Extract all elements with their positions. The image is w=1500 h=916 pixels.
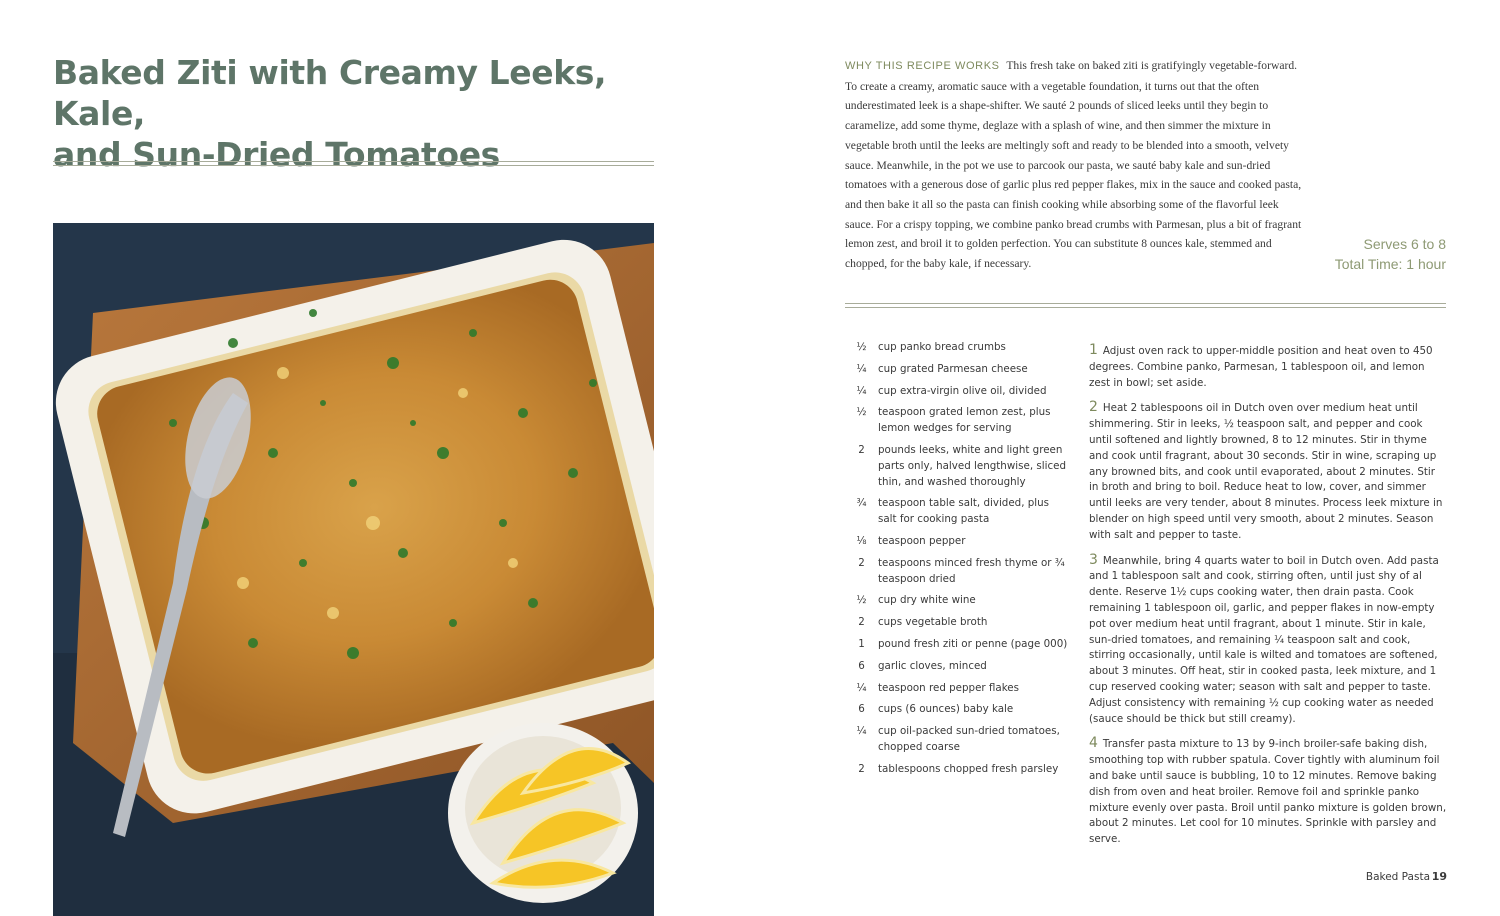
ingredient-list <box>845 340 1070 784</box>
yield-block <box>1335 234 1446 274</box>
ingredient-text: teaspoons minced fresh thyme or ¾ teaspoon dried <box>878 556 1065 585</box>
ingredient-quantity: ¾ <box>856 497 867 510</box>
total-time-text: Total Time: 1 hour <box>1334 256 1446 272</box>
method-step <box>1089 343 1447 391</box>
ingredient-item <box>845 443 1070 490</box>
ingredient-item <box>845 340 1070 356</box>
ingredient-text: cup dry white wine <box>878 594 976 607</box>
step-number: 3 <box>1089 551 1098 568</box>
ingredient-item <box>845 496 1070 528</box>
section-rule-top <box>845 303 1446 304</box>
ingredient-text: tablespoons chopped fresh parsley <box>878 762 1059 775</box>
step-number: 1 <box>1089 342 1098 358</box>
title-rule-bottom <box>53 165 654 166</box>
ingredient-text: teaspoon grated lemon zest, plus lemon wedges for serving <box>878 406 1051 435</box>
ingredient-item <box>845 556 1070 588</box>
ingredient-quantity: ½ <box>856 341 867 353</box>
ingredient-item <box>845 659 1070 675</box>
step-text: Adjust oven rack to upper-middle position and heat oven to 450 degrees. Combine panko, Parmesan, 1 tablespoon oil, and lemon zest in bowl; set aside. <box>1089 345 1433 389</box>
method-step <box>1089 553 1447 728</box>
ingredient-quantity: 2 <box>858 616 865 629</box>
step-text: Meanwhile, bring 4 quarts water to boil in Dutch oven. Add pasta and 1 tablespoon salt and cook, stirring often, until just shy of al dente. Reserve 1½ cups cooking water, then drain pasta. Cook remaining 1 tablespoon oil, garlic, and pepper flakes in now-empty pot over medium heat until fragrant, about 1 minute. Stir in kale, sun-dried tomatoes, and remaining ¼ teaspoon salt and cook, stirring occasionally, until kale is wilted and tomatoes are softened, about 3 minutes. Off heat, stir in cooked pasta, leek mixture, and 1 cup reserved cooking water; season with salt and pepper to taste. Adjust consistency with remaining ½ cup cooking water as needed (sauce should be thick but still creamy). <box>1089 554 1439 725</box>
ingredient-text: teaspoon pepper <box>878 534 966 547</box>
ingredient-quantity: 2 <box>858 556 865 569</box>
recipe-photo <box>53 223 654 916</box>
ingredient-item <box>845 534 1070 550</box>
recipe-title-line: Baked Ziti with Creamy Leeks, Kale, <box>53 53 607 133</box>
ingredient-quantity: ½ <box>856 594 867 607</box>
why-body-text: This fresh take on baked ziti is gratifyingly vegetable-forward. To create a creamy, aromatic sauce with a vegetable foundation, it turns out that the often underestimated leek is a shape-shifter. We sauté 2 pounds of sliced leeks until they begin to caramelize, add some thyme, deglaze with a splash of wine, and then simmer the mixture in vegetable broth until the leeks are meltingly soft and ready to be blended into a smooth, velvety sauce. Meanwhile, in the pot we use to parcook our pasta, we sauté baby kale and sun-dried tomatoes with a generous dose of garlic plus red pepper flakes, mix in the sauce and cooked pasta, and then bake it all so the pasta can finish cooking while absorbing some of the flavorful leek sauce. For a crispy topping, we combine panko bread crumbs with Parmesan, plus a bit of fragrant lemon zest, and broil it to golden perfection. You can substitute 8 ounces kale, stemmed and chopped, for the baby kale, if necessary. <box>845 59 1302 271</box>
ingredient-item <box>845 384 1070 400</box>
ingredient-item <box>845 615 1070 631</box>
ingredient-quantity: 1 <box>858 637 865 650</box>
method-step <box>1089 736 1447 848</box>
ingredient-text: cup oil-packed sun-dried tomatoes, chopped coarse <box>878 725 1060 753</box>
method-step <box>1089 400 1447 543</box>
ingredient-quantity: 6 <box>858 659 865 672</box>
ingredient-quantity: 6 <box>858 703 865 716</box>
ingredient-text: cup grated Parmesan cheese <box>878 362 1028 375</box>
ingredient-quantity: ½ <box>856 406 867 419</box>
ingredient-item <box>845 405 1070 437</box>
step-number: 2 <box>1089 399 1098 416</box>
ingredient-quantity: ¼ <box>856 681 867 694</box>
ingredient-item <box>845 762 1070 778</box>
step-number: 4 <box>1089 735 1098 752</box>
ingredient-item <box>845 637 1070 653</box>
ingredient-text: cups vegetable broth <box>878 616 988 629</box>
ingredient-quantity: ¼ <box>856 725 867 738</box>
ingredient-quantity: ⅛ <box>856 534 867 547</box>
ingredient-quantity: ¼ <box>856 362 867 375</box>
ingredient-quantity: ¼ <box>856 384 867 397</box>
title-rule-top <box>53 161 654 162</box>
why-lead-label: WHY THIS RECIPE WORKS <box>845 60 1000 72</box>
ingredient-item <box>845 593 1070 609</box>
ingredient-text: teaspoon red pepper flakes <box>878 681 1020 694</box>
recipe-title-line: and Sun-Dried Tomatoes <box>53 135 500 174</box>
ingredient-text: cups (6 ounces) baby kale <box>878 703 1014 716</box>
ingredient-quantity: 2 <box>858 443 865 456</box>
why-this-recipe-works <box>845 56 1305 274</box>
method-steps <box>1089 343 1447 857</box>
ingredient-item <box>845 681 1070 697</box>
ingredient-item <box>845 362 1070 378</box>
ingredient-text: garlic cloves, minced <box>878 659 987 672</box>
serves-text: Serves 6 to 8 <box>1363 236 1446 252</box>
ingredient-text: teaspoon table salt, divided, plus salt for cooking pasta <box>878 497 1050 526</box>
section-rule-bottom <box>845 307 1446 308</box>
ingredient-item <box>845 724 1070 756</box>
page-number: 19 <box>1431 870 1447 883</box>
footer-section-name: Baked Pasta <box>1365 871 1430 883</box>
ingredient-text: cup panko bread crumbs <box>878 341 1006 353</box>
step-text: Heat 2 tablespoons oil in Dutch oven over medium heat until shimmering. Stir in leeks, ½ teaspoon salt, and pepper and cook until softened and lightly browned, 8 to 12 minutes. Stir in thyme and cook until fragrant, about 30 seconds. Stir in wine, scraping up any browned bits, and cook until evaporated, about 2 minutes. Stir in broth and bring to boil. Reduce heat to low, cover, and simmer until leeks are very tender, about 8 minutes. Process leek mixture in blender on high speed until very smooth, about 2 minutes. Season with salt and pepper to taste. <box>1089 402 1443 541</box>
step-text: Transfer pasta mixture to 13 by 9-inch broiler-safe baking dish, smoothing top with rubber spatula. Cover tightly with aluminum foil and bake until sauce is bubbling, 10 to 12 minutes. Remove baking dish from oven and heat broiler. Remove foil and sprinkle panko mixture evenly over pasta. Broil until panko mixture is golden brown, about 2 minutes. Let cool for 10 minutes. Sprinkle with parsley and serve. <box>1089 738 1447 846</box>
ingredient-text: pound fresh ziti or penne (page 000) <box>878 637 1068 650</box>
baked-ziti-photo-illustration <box>53 223 654 916</box>
ingredient-text: cup extra-virgin olive oil, divided <box>878 384 1047 397</box>
ingredient-item <box>845 702 1070 718</box>
ingredient-text: pounds leeks, white and light green parts only, halved lengthwise, sliced thin, and washed thoroughly <box>878 443 1066 488</box>
recipe-title <box>53 52 673 175</box>
ingredient-quantity: 2 <box>858 762 865 775</box>
